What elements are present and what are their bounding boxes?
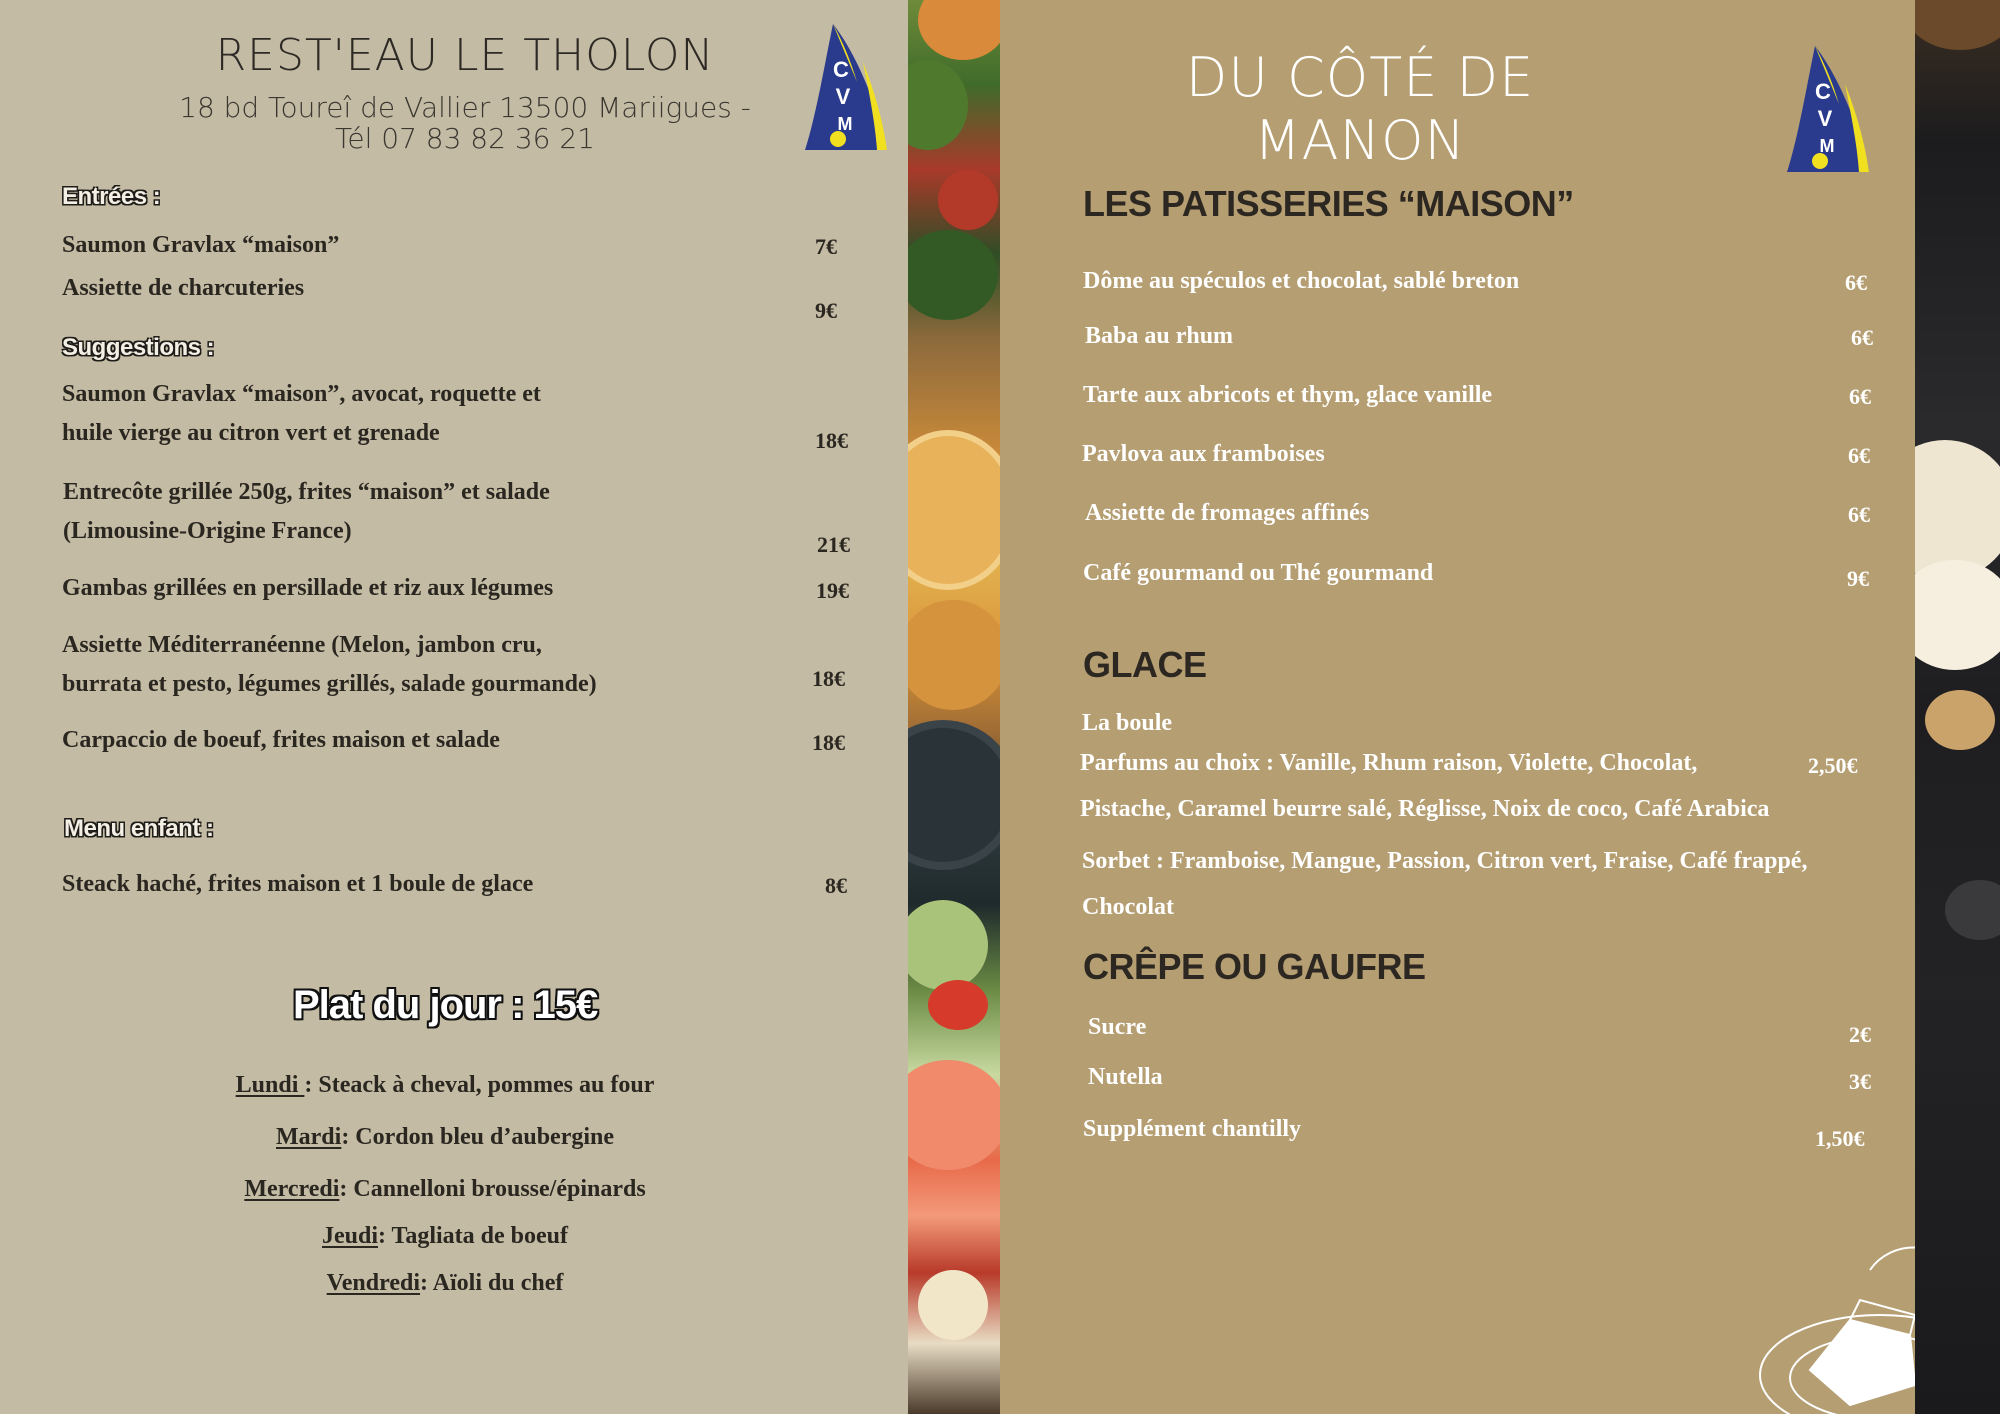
menu-item — [63, 473, 550, 551]
restaurant-title: REST'EAU LE THOLON — [215, 30, 715, 81]
day-dish: : Cordon bleu d’aubergine — [341, 1124, 615, 1150]
dessert-item: Assiette de fromages affinés — [1085, 500, 1370, 526]
item-name: Entrecôte grillée 250g, frites “maison” et salade — [63, 479, 550, 505]
crepe-item: Supplément chantilly — [1083, 1116, 1302, 1142]
crepe-heading: CRÊPE OU GAUFRE — [1083, 946, 1426, 987]
cvm-sail-logo — [803, 22, 889, 154]
item-name: Gambas grillées en persillade et riz aux légumes — [62, 575, 554, 601]
flavours-line: Pistache, Caramel beurre salé, Réglisse, Noix de coco, Café Arabica — [1080, 796, 1770, 822]
svg-text:C: C — [1815, 79, 1831, 104]
cvm-sail-logo — [1785, 44, 1871, 176]
item-name-cont: huile vierge au citron vert et grenade — [62, 420, 440, 446]
item-price: 9€ — [815, 298, 837, 323]
restaurant-address — [140, 92, 790, 154]
dessert-item: Baba au rhum — [1085, 323, 1234, 349]
item-price: 2€ — [1849, 1022, 1871, 1047]
day-dish: : Steack à cheval, pommes au four — [304, 1072, 655, 1098]
menu-item — [62, 226, 339, 265]
patisseries-heading: LES PATISSERIES “MAISON” — [1083, 183, 1574, 224]
menu-item — [62, 865, 533, 904]
crepe-item: Nutella — [1088, 1064, 1163, 1090]
item-price: 18€ — [812, 730, 845, 755]
item-price: 2,50€ — [1808, 753, 1858, 778]
item-name-cont: (Limousine-Origine France) — [63, 518, 352, 544]
item-price: 6€ — [1848, 502, 1870, 527]
menu-item — [62, 721, 500, 760]
glace-heading: GLACE — [1083, 644, 1207, 685]
menu-item — [62, 626, 597, 704]
dessert-item: Tarte aux abricots et thym, glace vanille — [1083, 382, 1493, 408]
entrees-heading: Entrées : — [62, 183, 161, 210]
svg-text:V: V — [1817, 106, 1833, 131]
food-photo-strip — [908, 0, 1000, 1414]
dessert-item: Café gourmand ou Thé gourmand — [1083, 560, 1434, 586]
menu-item — [62, 269, 304, 308]
item-price: 6€ — [1848, 443, 1870, 468]
item-name-cont: burrata et pesto, légumes grillés, salade gourmande) — [62, 671, 597, 697]
day-name: Jeudi — [321, 1223, 378, 1249]
dessert-title: DU CÔTÉ DE MANON — [1185, 46, 1535, 172]
svg-text:C: C — [833, 57, 849, 82]
day-name: Vendredi — [326, 1270, 421, 1296]
dessert-item: Pavlova aux framboises — [1082, 441, 1325, 467]
item-name: Assiette Méditerranéenne (Melon, jambon cru, — [62, 632, 542, 658]
daily-dish — [140, 1176, 750, 1203]
day-dish: : Cannelloni brousse/épinards — [339, 1176, 646, 1202]
phone-line: Tél 07 83 82 36 21 — [335, 122, 595, 155]
svg-text:V: V — [835, 84, 851, 109]
item-name: Assiette de charcuteries — [62, 275, 305, 301]
item-price: 21€ — [817, 532, 850, 557]
suggestions-heading: Suggestions : — [62, 334, 215, 361]
item-price: 18€ — [812, 666, 845, 691]
right-menu-panel — [1000, 0, 1915, 1414]
day-name: Lundi — [235, 1072, 305, 1098]
item-price: 6€ — [1851, 325, 1873, 350]
menu-item — [62, 569, 553, 608]
ice-cream-scoop: La boule — [1082, 710, 1173, 736]
dessert-item: Dôme au spéculos et chocolat, sablé breton — [1083, 268, 1520, 294]
item-price: 1,50€ — [1815, 1126, 1865, 1151]
item-name: Saumon Gravlax “maison” — [62, 232, 340, 258]
menu-item — [62, 375, 541, 453]
dessert-photo-edge — [1915, 0, 2000, 1414]
flavours-line: Parfums au choix : Vanille, Rhum raison, Violette, Chocolat, — [1080, 750, 1698, 776]
left-menu-panel — [0, 0, 908, 1414]
sorbet-line: Chocolat — [1082, 894, 1174, 920]
daily-dish — [140, 1270, 750, 1297]
item-price: 3€ — [1849, 1069, 1871, 1094]
day-dish: : Tagliata de boeuf — [377, 1223, 569, 1249]
address-line: 18 bd Toureî de Vallier 13500 Mariigues - — [179, 91, 751, 124]
crepe-item: Sucre — [1088, 1014, 1147, 1040]
day-dish: : Aïoli du chef — [420, 1270, 564, 1296]
item-price: 8€ — [825, 873, 847, 898]
item-name: Steack haché, frites maison et 1 boule de glace — [62, 871, 534, 897]
item-price: 6€ — [1849, 384, 1871, 409]
item-price: 7€ — [815, 234, 837, 259]
svg-text:M: M — [1819, 136, 1835, 156]
item-price: 19€ — [816, 578, 849, 603]
daily-dish — [140, 1223, 750, 1250]
daily-dish — [140, 1124, 750, 1151]
plat-du-jour-heading: Plat du jour : 15€ — [293, 983, 598, 1027]
item-price: 6€ — [1845, 270, 1867, 295]
item-price: 18€ — [815, 428, 848, 453]
item-name: Saumon Gravlax “maison”, avocat, roquette et — [62, 381, 541, 407]
svg-text:M: M — [837, 114, 853, 134]
sorbet-line: Sorbet : Framboise, Mangue, Passion, Citron vert, Fraise, Café frappé, — [1082, 848, 1808, 874]
kids-menu-heading: Menu enfant : — [64, 815, 214, 842]
daily-dish — [140, 1072, 750, 1099]
item-price: 9€ — [1847, 566, 1869, 591]
item-name: Carpaccio de boeuf, frites maison et salade — [62, 727, 500, 753]
day-name: Mardi — [275, 1124, 342, 1150]
day-name: Mercredi — [244, 1176, 340, 1202]
